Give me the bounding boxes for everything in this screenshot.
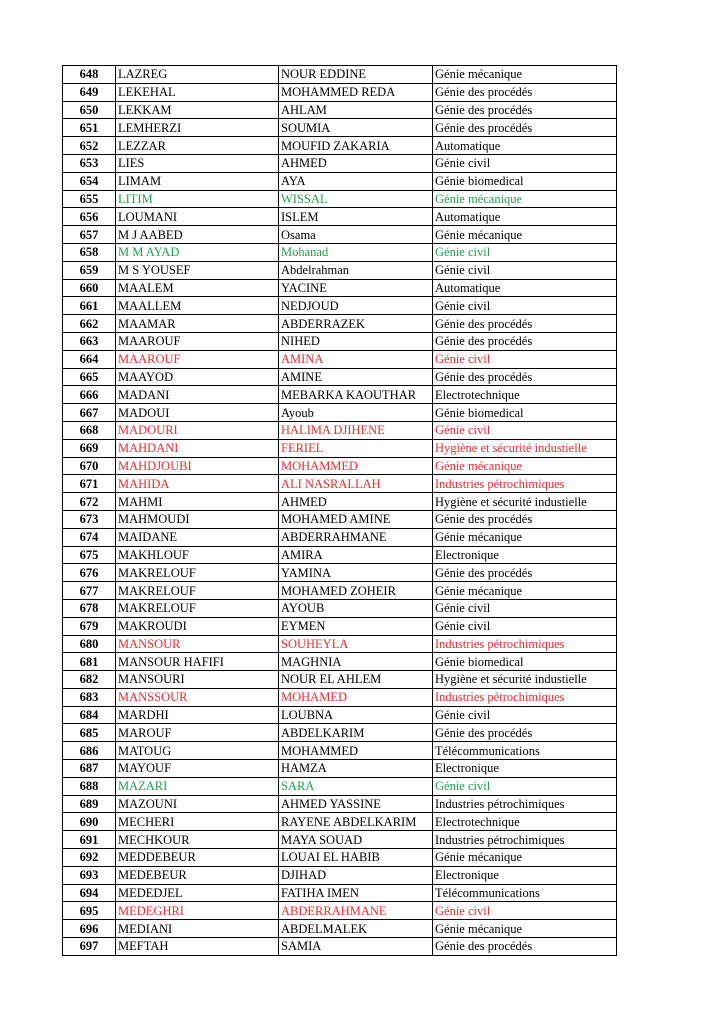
row-number-cell: 665 — [63, 368, 116, 386]
last-name-cell: MAAYOD — [116, 368, 279, 386]
last-name-cell: LEKEHAL — [116, 83, 279, 101]
table-row — [63, 724, 617, 742]
first-name-cell: ABDERRAHMANE — [279, 528, 433, 546]
row-number-cell: 688 — [63, 777, 116, 795]
department-cell: Génie civil — [433, 902, 617, 920]
department-cell: Génie mécanique — [433, 66, 617, 84]
last-name-cell: MADOURI — [116, 421, 279, 439]
table-row — [63, 279, 617, 297]
table-row — [63, 493, 617, 511]
row-number-cell: 686 — [63, 742, 116, 760]
student-list-table — [62, 65, 617, 956]
table-row — [63, 475, 617, 493]
table-row — [63, 457, 617, 475]
row-number-cell: 677 — [63, 582, 116, 600]
first-name-cell: FERIEL — [279, 439, 433, 457]
row-number-cell: 656 — [63, 208, 116, 226]
table-row — [63, 315, 617, 333]
row-number-cell: 666 — [63, 386, 116, 404]
last-name-cell: MAKRELOUF — [116, 599, 279, 617]
table-row — [63, 226, 617, 244]
table-row — [63, 706, 617, 724]
last-name-cell: MEDIANI — [116, 920, 279, 938]
row-number-cell: 670 — [63, 457, 116, 475]
row-number-cell: 663 — [63, 332, 116, 350]
last-name-cell: MATOUG — [116, 742, 279, 760]
department-cell: Génie biomedical — [433, 404, 617, 422]
row-number-cell: 672 — [63, 493, 116, 511]
last-name-cell: MEDEGHRI — [116, 902, 279, 920]
table-row — [63, 439, 617, 457]
row-number-cell: 650 — [63, 101, 116, 119]
table-row — [63, 386, 617, 404]
row-number-cell: 653 — [63, 154, 116, 172]
department-cell: Automatique — [433, 208, 617, 226]
last-name-cell: LEKKAM — [116, 101, 279, 119]
table-row — [63, 137, 617, 155]
row-number-cell: 671 — [63, 475, 116, 493]
first-name-cell: MOHAMMED REDA — [279, 83, 433, 101]
row-number-cell: 680 — [63, 635, 116, 653]
table-row — [63, 902, 617, 920]
table-row — [63, 760, 617, 778]
first-name-cell: SOUHEYLA — [279, 635, 433, 653]
table-row — [63, 172, 617, 190]
department-cell: Télécommunications — [433, 884, 617, 902]
last-name-cell: MAAROUF — [116, 350, 279, 368]
table-row — [63, 243, 617, 261]
row-number-cell: 659 — [63, 261, 116, 279]
first-name-cell: ABDELKARIM — [279, 724, 433, 742]
first-name-cell: AYA — [279, 172, 433, 190]
department-cell: Génie civil — [433, 154, 617, 172]
last-name-cell: MEDEDJEL — [116, 884, 279, 902]
row-number-cell: 682 — [63, 671, 116, 689]
first-name-cell: YACINE — [279, 279, 433, 297]
table-row — [63, 813, 617, 831]
table-row — [63, 190, 617, 208]
first-name-cell: AMINE — [279, 368, 433, 386]
last-name-cell: MAHIDA — [116, 475, 279, 493]
first-name-cell: MOHAMMED — [279, 742, 433, 760]
row-number-cell: 689 — [63, 795, 116, 813]
first-name-cell: MOHAMED — [279, 688, 433, 706]
department-cell: Génie des procédés — [433, 564, 617, 582]
row-number-cell: 649 — [63, 83, 116, 101]
last-name-cell: MANSSOUR — [116, 688, 279, 706]
last-name-cell: MANSOURI — [116, 671, 279, 689]
last-name-cell: MAKROUDI — [116, 617, 279, 635]
last-name-cell: MADOUI — [116, 404, 279, 422]
row-number-cell: 669 — [63, 439, 116, 457]
department-cell: Industries pétrochimiques — [433, 688, 617, 706]
row-number-cell: 654 — [63, 172, 116, 190]
table-row — [63, 777, 617, 795]
department-cell: Génie civil — [433, 350, 617, 368]
first-name-cell: AYOUB — [279, 599, 433, 617]
first-name-cell: AHMED — [279, 154, 433, 172]
first-name-cell: MAYA SOUAD — [279, 831, 433, 849]
first-name-cell: DJIHAD — [279, 866, 433, 884]
table-row — [63, 297, 617, 315]
department-cell: Génie civil — [433, 617, 617, 635]
table-row — [63, 510, 617, 528]
first-name-cell: ABDERRAHMANE — [279, 902, 433, 920]
first-name-cell: WISSAL — [279, 190, 433, 208]
last-name-cell: MAKRELOUF — [116, 564, 279, 582]
first-name-cell: AMIRA — [279, 546, 433, 564]
department-cell: Génie des procédés — [433, 83, 617, 101]
table-row — [63, 528, 617, 546]
first-name-cell: NOUR EL AHLEM — [279, 671, 433, 689]
table-row — [63, 866, 617, 884]
department-cell: Electronique — [433, 866, 617, 884]
last-name-cell: MARDHI — [116, 706, 279, 724]
department-cell: Génie civil — [433, 599, 617, 617]
last-name-cell: M M AYAD — [116, 243, 279, 261]
department-cell: Industries pétrochimiques — [433, 475, 617, 493]
first-name-cell: MOHAMED ZOHEIR — [279, 582, 433, 600]
table-row — [63, 350, 617, 368]
department-cell: Génie biomedical — [433, 172, 617, 190]
department-cell: Génie mécanique — [433, 582, 617, 600]
table-row — [63, 404, 617, 422]
table-row — [63, 564, 617, 582]
last-name-cell: MEDDEBEUR — [116, 849, 279, 867]
last-name-cell: MAHDANI — [116, 439, 279, 457]
first-name-cell: Ayoub — [279, 404, 433, 422]
first-name-cell: HAMZA — [279, 760, 433, 778]
department-cell: Génie des procédés — [433, 368, 617, 386]
department-cell: Télécommunications — [433, 742, 617, 760]
last-name-cell: MAZARI — [116, 777, 279, 795]
row-number-cell: 648 — [63, 66, 116, 84]
row-number-cell: 655 — [63, 190, 116, 208]
department-cell: Génie des procédés — [433, 315, 617, 333]
department-cell: Hygiène et sécurité industielle — [433, 493, 617, 511]
last-name-cell: MANSOUR HAFIFI — [116, 653, 279, 671]
last-name-cell: MAALLEM — [116, 297, 279, 315]
department-cell: Génie civil — [433, 243, 617, 261]
table-row — [63, 83, 617, 101]
table-row — [63, 849, 617, 867]
row-number-cell: 676 — [63, 564, 116, 582]
department-cell: Génie civil — [433, 706, 617, 724]
department-cell: Génie des procédés — [433, 119, 617, 137]
row-number-cell: 667 — [63, 404, 116, 422]
first-name-cell: AMINA — [279, 350, 433, 368]
department-cell: Génie mécanique — [433, 226, 617, 244]
last-name-cell: LEZZAR — [116, 137, 279, 155]
department-cell: Industries pétrochimiques — [433, 635, 617, 653]
first-name-cell: MOHAMED AMINE — [279, 510, 433, 528]
table-row — [63, 635, 617, 653]
row-number-cell: 685 — [63, 724, 116, 742]
first-name-cell: SARA — [279, 777, 433, 795]
first-name-cell: FATIHA IMEN — [279, 884, 433, 902]
department-cell: Automatique — [433, 279, 617, 297]
table-row — [63, 582, 617, 600]
last-name-cell: LAZREG — [116, 66, 279, 84]
row-number-cell: 684 — [63, 706, 116, 724]
row-number-cell: 694 — [63, 884, 116, 902]
first-name-cell: MAGHNIA — [279, 653, 433, 671]
first-name-cell: NIHED — [279, 332, 433, 350]
table-row — [63, 332, 617, 350]
table-row — [63, 421, 617, 439]
first-name-cell: ABDELMALEK — [279, 920, 433, 938]
department-cell: Génie civil — [433, 261, 617, 279]
last-name-cell: LITIM — [116, 190, 279, 208]
first-name-cell: HALIMA DJIHENE — [279, 421, 433, 439]
last-name-cell: M J AABED — [116, 226, 279, 244]
row-number-cell: 683 — [63, 688, 116, 706]
first-name-cell: LOUBNA — [279, 706, 433, 724]
first-name-cell: Mohanad — [279, 243, 433, 261]
row-number-cell: 664 — [63, 350, 116, 368]
row-number-cell: 660 — [63, 279, 116, 297]
first-name-cell: SOUMIA — [279, 119, 433, 137]
department-cell: Génie mécanique — [433, 528, 617, 546]
row-number-cell: 696 — [63, 920, 116, 938]
first-name-cell: Osama — [279, 226, 433, 244]
department-cell: Génie mécanique — [433, 920, 617, 938]
table-row — [63, 66, 617, 84]
department-cell: Génie des procédés — [433, 101, 617, 119]
first-name-cell: LOUAI EL HABIB — [279, 849, 433, 867]
row-number-cell: 679 — [63, 617, 116, 635]
row-number-cell: 673 — [63, 510, 116, 528]
table-row — [63, 154, 617, 172]
last-name-cell: MAALEM — [116, 279, 279, 297]
row-number-cell: 690 — [63, 813, 116, 831]
row-number-cell: 691 — [63, 831, 116, 849]
last-name-cell: MECHKOUR — [116, 831, 279, 849]
last-name-cell: MAIDANE — [116, 528, 279, 546]
table-row — [63, 546, 617, 564]
table-row — [63, 688, 617, 706]
row-number-cell: 668 — [63, 421, 116, 439]
table-row — [63, 831, 617, 849]
row-number-cell: 693 — [63, 866, 116, 884]
last-name-cell: MAHMOUDI — [116, 510, 279, 528]
last-name-cell: MAYOUF — [116, 760, 279, 778]
row-number-cell: 657 — [63, 226, 116, 244]
department-cell: Hygiène et sécurité industielle — [433, 439, 617, 457]
last-name-cell: MEFTAH — [116, 938, 279, 956]
last-name-cell: MAKHLOUF — [116, 546, 279, 564]
last-name-cell: M S YOUSEF — [116, 261, 279, 279]
last-name-cell: MEDEBEUR — [116, 866, 279, 884]
last-name-cell: MECHERI — [116, 813, 279, 831]
first-name-cell: AHMED — [279, 493, 433, 511]
department-cell: Génie des procédés — [433, 724, 617, 742]
last-name-cell: LEMHERZI — [116, 119, 279, 137]
row-number-cell: 662 — [63, 315, 116, 333]
department-cell: Génie biomedical — [433, 653, 617, 671]
last-name-cell: MAHDJOUBI — [116, 457, 279, 475]
department-cell: Electronique — [433, 546, 617, 564]
row-number-cell: 675 — [63, 546, 116, 564]
department-cell: Génie des procédés — [433, 938, 617, 956]
table-row — [63, 938, 617, 956]
table-row — [63, 261, 617, 279]
first-name-cell: NOUR EDDINE — [279, 66, 433, 84]
first-name-cell: NEDJOUD — [279, 297, 433, 315]
last-name-cell: MAZOUNI — [116, 795, 279, 813]
department-cell: Electronique — [433, 760, 617, 778]
row-number-cell: 695 — [63, 902, 116, 920]
department-cell: Hygiène et sécurité industielle — [433, 671, 617, 689]
last-name-cell: MADANI — [116, 386, 279, 404]
last-name-cell: MAHMI — [116, 493, 279, 511]
table-row — [63, 101, 617, 119]
table-row — [63, 119, 617, 137]
table-row — [63, 920, 617, 938]
first-name-cell: RAYENE ABDELKARIM — [279, 813, 433, 831]
last-name-cell: LIES — [116, 154, 279, 172]
last-name-cell: MAAMAR — [116, 315, 279, 333]
first-name-cell: AHMED YASSINE — [279, 795, 433, 813]
department-cell: Génie civil — [433, 421, 617, 439]
department-cell: Automatique — [433, 137, 617, 155]
first-name-cell: YAMINA — [279, 564, 433, 582]
row-number-cell: 681 — [63, 653, 116, 671]
row-number-cell: 652 — [63, 137, 116, 155]
row-number-cell: 697 — [63, 938, 116, 956]
row-number-cell: 692 — [63, 849, 116, 867]
department-cell: Industries pétrochimiques — [433, 831, 617, 849]
table-row — [63, 795, 617, 813]
first-name-cell: MOHAMMED — [279, 457, 433, 475]
last-name-cell: MAAROUF — [116, 332, 279, 350]
department-cell: Génie civil — [433, 777, 617, 795]
department-cell: Génie mécanique — [433, 190, 617, 208]
table-row — [63, 653, 617, 671]
row-number-cell: 674 — [63, 528, 116, 546]
table-row — [63, 368, 617, 386]
row-number-cell: 658 — [63, 243, 116, 261]
department-cell: Génie civil — [433, 297, 617, 315]
first-name-cell: EYMEN — [279, 617, 433, 635]
first-name-cell: ABDERRAZEK — [279, 315, 433, 333]
first-name-cell: SAMIA — [279, 938, 433, 956]
table-row — [63, 884, 617, 902]
row-number-cell: 687 — [63, 760, 116, 778]
row-number-cell: 678 — [63, 599, 116, 617]
last-name-cell: LIMAM — [116, 172, 279, 190]
table-row — [63, 208, 617, 226]
first-name-cell: ALI NASRALLAH — [279, 475, 433, 493]
department-cell: Génie mécanique — [433, 849, 617, 867]
last-name-cell: MANSOUR — [116, 635, 279, 653]
first-name-cell: MOUFID ZAKARIA — [279, 137, 433, 155]
department-cell: Génie mécanique — [433, 457, 617, 475]
first-name-cell: Abdelrahman — [279, 261, 433, 279]
table-row — [63, 599, 617, 617]
last-name-cell: LOUMANI — [116, 208, 279, 226]
first-name-cell: ISLEM — [279, 208, 433, 226]
department-cell: Industries pétrochimiques — [433, 795, 617, 813]
row-number-cell: 661 — [63, 297, 116, 315]
department-cell: Electrotechnique — [433, 813, 617, 831]
table-row — [63, 617, 617, 635]
row-number-cell: 651 — [63, 119, 116, 137]
department-cell: Génie des procédés — [433, 510, 617, 528]
last-name-cell: MAROUF — [116, 724, 279, 742]
first-name-cell: MEBARKA KAOUTHAR — [279, 386, 433, 404]
first-name-cell: AHLAM — [279, 101, 433, 119]
table-row — [63, 742, 617, 760]
table-row — [63, 671, 617, 689]
department-cell: Electrotechnique — [433, 386, 617, 404]
last-name-cell: MAKRELOUF — [116, 582, 279, 600]
table-body — [63, 66, 617, 956]
department-cell: Génie des procédés — [433, 332, 617, 350]
